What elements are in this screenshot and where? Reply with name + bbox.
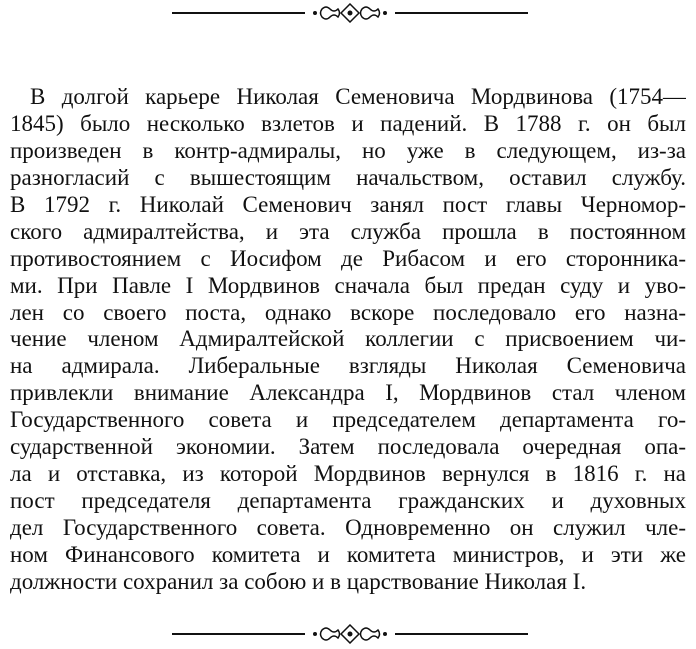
bottom-ornament-divider — [170, 624, 530, 644]
text-line: ла и отставка, из которой Мордвинов вернулся в 1816 г. на — [10, 461, 686, 487]
text-line: Государственного совета и председателем департамента го- — [10, 407, 686, 433]
text-line: привлекли внимание Александра I, Мордвинов стал членом — [10, 380, 686, 406]
text-line: ми. При Павле I Мордвинов сначала был предан суду и уво- — [10, 272, 686, 298]
text-line: разногласий с вышестоящим начальством, оставил службу. — [10, 164, 686, 190]
text-line: сударственной экономии. Затем последовала очередная опа- — [10, 434, 686, 460]
text-line: дел Государственного совета. Одновременно он служил чле- — [10, 515, 686, 540]
text-line: В долгой карьере Николая Семеновича Мордвинова (1754— — [30, 84, 686, 109]
text-line: В 1792 г. Николай Семенович занял пост главы Черномор- — [10, 191, 686, 217]
top-ornament-divider — [170, 3, 530, 23]
text-line: противостоянием с Иосифом де Рибасом и его сторонника- — [10, 245, 686, 271]
text-line: произведен в контр-адмиралы, но уже в следующем, из-за — [10, 137, 686, 163]
text-line: лен со своего поста, однако вскоре последовало его назна- — [10, 299, 686, 325]
text-line: должности сохранил за собою и в царствование Николая I. — [10, 568, 587, 594]
paragraph — [10, 84, 686, 596]
text-line: на адмирала. Либеральные взгляды Николая Семеновича — [10, 353, 686, 379]
text-line: пост председателя департамента гражданских и духовных — [10, 488, 686, 514]
text-line: чение членом Адмиралтейской коллегии с присвоением чи- — [10, 326, 686, 352]
text-line: 1845) было несколько взлетов и падений. В 1788 г. он был — [10, 110, 686, 136]
text-line: ном Финансового комитета и комитета министров, и эти же — [10, 541, 686, 567]
text-line: ского адмиралтейства, и эта служба прошла в постоянном — [10, 218, 686, 244]
